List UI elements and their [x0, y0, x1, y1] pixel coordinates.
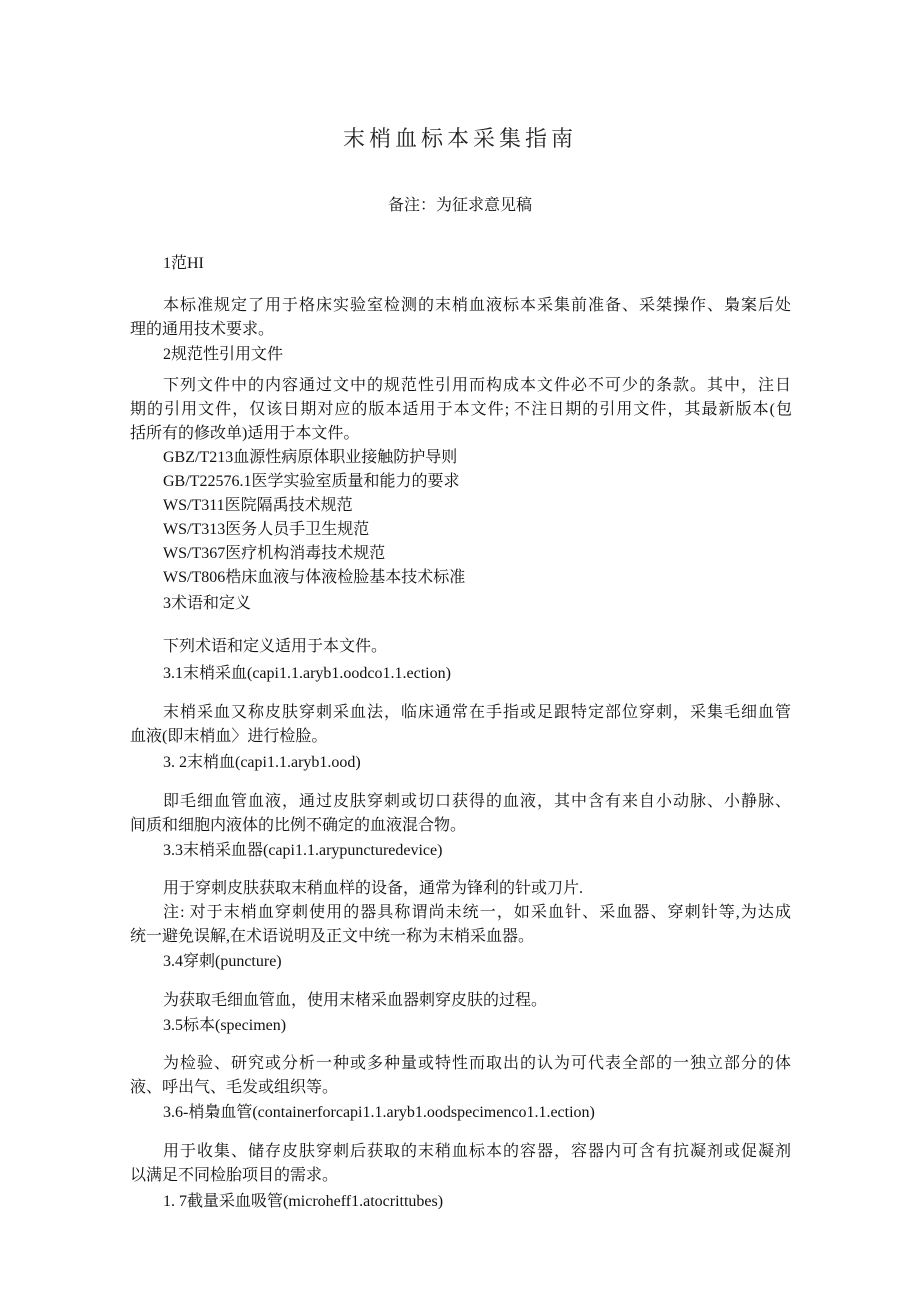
term-3-1-line-2: 血液(即末梢血〉进行检脸。	[130, 728, 328, 745]
term-3-3-note-line-1: 注: 对于末梢血穿刺使用的器具称谓尚未统一，如采血针、采血器、穿刺针等,为达成	[163, 904, 791, 921]
term-3-6-line-1: 用于收集、储存皮肤穿刺后获取的末稍血标本的容器，容器内可含有抗凝剂或促凝剂	[163, 1143, 791, 1160]
term-3-4-line-1: 为获取毛细血管血，使用末楮采血器刺穿皮肤的过程。	[163, 992, 548, 1009]
term-3-1-line-1: 末梢采血又称皮肤穿刺采血法，临床通常在手指或足跟特定部位穿刺，采集毛细血管	[163, 704, 791, 721]
reference-item: WS/T367医疗机构消毒技术规范	[163, 545, 386, 562]
term-3-2-heading: 3. 2末梢血(capi1.1.aryb1.ood)	[163, 754, 361, 771]
term-3-3-note-line-2: 统一避免误解,在术语说明及正文中统一称为末梢采血器。	[130, 928, 535, 945]
reference-item: WS/T313医务人员手卫生规范	[163, 521, 370, 538]
term-3-6-line-2: 以满足不同检胎项目的需求。	[130, 1167, 339, 1184]
section-1-heading: 1范HI	[163, 255, 204, 272]
term-3-3-heading: 3.3末梢采血器(capi1.1.arypuncturedevice)	[163, 842, 443, 859]
reference-item: GB/T22576.1医学实验室质量和能力的要求	[163, 473, 460, 490]
section-2-para-line-2: 期的引用文件，仅该日期对应的版本适用于本文件; 不注日期的引用文件，其最新版本(包	[130, 401, 792, 418]
term-3-3-line-1: 用于穿刺皮肤获取末稍血样的设备，通常为锋利的针或刀片.	[163, 880, 584, 897]
section-1-para-line-1: 本标准规定了用于格床实验室检测的末梢血液标本采集前准备、采桀操作、梟案后处	[163, 297, 791, 314]
term-3-6-heading: 3.6-梢梟血管(containerforcapi1.1.aryb1.oodspecimenco1.1.ection)	[163, 1104, 595, 1121]
reference-item: WS/T806梏床血液与体液检脸基本技术标准	[163, 569, 466, 586]
term-3-4-heading: 3.4穿刺(puncture)	[163, 953, 282, 970]
section-2-para-line-1: 下列文件中的内容通过文中的规范性引用而构成本文件必不可少的条款。其中，注日	[163, 377, 791, 394]
term-3-5-line-2: 液、呼出气、毛发或组织等。	[130, 1079, 339, 1096]
term-3-1-heading: 3.1末梢采血(capi1.1.aryb1.oodco1.1.ection)	[163, 665, 451, 682]
section-1-para-line-2: 理的通用技术要求。	[130, 321, 275, 338]
draft-note	[0, 192, 920, 215]
term-3-2-line-2: 间质和细胞内液体的比例不确定的血液混合物。	[130, 817, 467, 834]
section-2-para-line-3: 括所有的修改单)适用于本文件。	[130, 425, 360, 442]
section-3-heading: 3术语和定义	[163, 595, 252, 612]
page-title: 末梢血标本采集指南	[342, 127, 577, 152]
section-3-intro: 下列术语和定义适用于本文件。	[163, 638, 388, 655]
draft-note-text: 备注：为征求意见稿	[387, 195, 532, 214]
term-3-5-line-1: 为检验、研究或分析一种或多种量或特性而取出的认为可代表全部的一独立部分的体	[163, 1055, 791, 1072]
reference-item: GBZ/T213血源性病原体职业接触防护导则	[163, 449, 458, 466]
term-3-2-line-1: 即毛细血管血液，通过皮肤穿刺或切口获得的血液，其中含有来自小动脉、小静脉、	[163, 793, 791, 810]
reference-item: WS/T311医院隔禹技术规范	[163, 497, 353, 514]
section-2-heading: 2规范性引用文件	[163, 346, 284, 363]
term-3-5-heading: 3.5标本(specimen)	[163, 1017, 287, 1034]
term-3-7-heading: 1. 7截量采血吸管(microheff1.atocrittubes)	[163, 1193, 444, 1210]
